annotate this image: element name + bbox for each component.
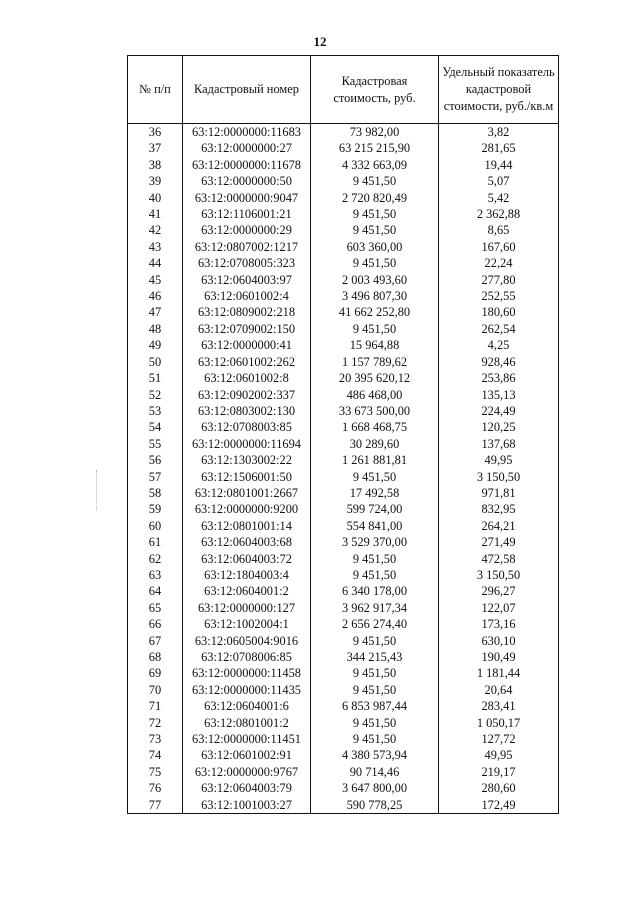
cadastral-number: 63:12:0604003:79: [183, 780, 311, 796]
header-cadastral-number: Кадастровый номер: [183, 56, 311, 124]
cadastral-number: 63:12:0000000:27: [183, 140, 311, 156]
cadastral-number: 63:12:1506001:50: [183, 469, 311, 485]
cadastral-value: 6 853 987,44: [311, 698, 439, 714]
table-row: [128, 682, 559, 698]
row-number: 58: [128, 485, 183, 501]
cadastral-value: 41 662 252,80: [311, 304, 439, 320]
cadastral-number: 63:12:0801001:14: [183, 518, 311, 534]
specific-indicator: 281,65: [439, 140, 559, 156]
table-row: [128, 583, 559, 599]
specific-indicator: 2 362,88: [439, 206, 559, 222]
table-row: [128, 731, 559, 747]
table-row: [128, 337, 559, 353]
row-number: 62: [128, 551, 183, 567]
table-row: [128, 600, 559, 616]
cadastral-value: 9 451,50: [311, 682, 439, 698]
cadastral-number: 63:12:0000000:41: [183, 337, 311, 353]
cadastral-number: 63:12:1001003:27: [183, 797, 311, 814]
cadastral-number: 63:12:0601002:91: [183, 747, 311, 763]
row-number: 75: [128, 764, 183, 780]
row-number: 52: [128, 387, 183, 403]
table-row: [128, 255, 559, 271]
cadastral-value: 9 451,50: [311, 731, 439, 747]
specific-indicator: 137,68: [439, 436, 559, 452]
cadastral-value: 603 360,00: [311, 239, 439, 255]
row-number: 59: [128, 501, 183, 517]
cadastral-value: 90 714,46: [311, 764, 439, 780]
cadastral-value: 2 720 820,49: [311, 190, 439, 206]
specific-indicator: 630,10: [439, 633, 559, 649]
row-number: 57: [128, 469, 183, 485]
cadastral-value: 599 724,00: [311, 501, 439, 517]
cadastral-number: 63:12:0709002:150: [183, 321, 311, 337]
specific-indicator: 8,65: [439, 222, 559, 238]
specific-indicator: 252,55: [439, 288, 559, 304]
table-row: [128, 272, 559, 288]
specific-indicator: 832,95: [439, 501, 559, 517]
table-row: [128, 239, 559, 255]
header-cadastral-value: Кадастровая стоимость, руб.: [311, 56, 439, 124]
cadastral-number: 63:12:1804003:4: [183, 567, 311, 583]
cadastral-value: 2 656 274,40: [311, 616, 439, 632]
cadastral-value: 590 778,25: [311, 797, 439, 814]
row-number: 44: [128, 255, 183, 271]
table-row: [128, 616, 559, 632]
header-specific-indicator: Удельный показатель кадастровой стоимости, руб./кв.м: [439, 56, 559, 124]
cadastral-number: 63:12:0708003:85: [183, 419, 311, 435]
row-number: 70: [128, 682, 183, 698]
cadastral-value: 2 003 493,60: [311, 272, 439, 288]
row-number: 66: [128, 616, 183, 632]
table-row: [128, 747, 559, 763]
header-row: [128, 56, 559, 124]
specific-indicator: 5,07: [439, 173, 559, 189]
specific-indicator: 472,58: [439, 551, 559, 567]
cadastral-number: 63:12:0801001:2667: [183, 485, 311, 501]
table-row: [128, 370, 559, 386]
header-num: № п/п: [128, 56, 183, 124]
cadastral-value: 1 668 468,75: [311, 419, 439, 435]
specific-indicator: 928,46: [439, 354, 559, 370]
cadastral-value: 30 289,60: [311, 436, 439, 452]
cadastral-value: 4 332 663,09: [311, 157, 439, 173]
table-row: [128, 469, 559, 485]
row-number: 37: [128, 140, 183, 156]
specific-indicator: 190,49: [439, 649, 559, 665]
row-number: 72: [128, 715, 183, 731]
cadastral-number: 63:12:0708006:85: [183, 649, 311, 665]
table-row: [128, 551, 559, 567]
specific-indicator: 3 150,50: [439, 469, 559, 485]
cadastral-value: 3 496 807,30: [311, 288, 439, 304]
cadastral-number: 63:12:0902002:337: [183, 387, 311, 403]
table-row: [128, 518, 559, 534]
specific-indicator: 219,17: [439, 764, 559, 780]
cadastral-number: 63:12:0000000:9767: [183, 764, 311, 780]
cadastral-number: 63:12:0000000:11694: [183, 436, 311, 452]
cadastral-value: 1 157 789,62: [311, 354, 439, 370]
table-header: [128, 56, 559, 124]
specific-indicator: 296,27: [439, 583, 559, 599]
table-row: [128, 354, 559, 370]
cadastral-value: 3 647 800,00: [311, 780, 439, 796]
row-number: 39: [128, 173, 183, 189]
table-row: [128, 403, 559, 419]
cadastral-number: 63:12:0601002:4: [183, 288, 311, 304]
specific-indicator: 120,25: [439, 419, 559, 435]
cadastral-value: 4 380 573,94: [311, 747, 439, 763]
specific-indicator: 277,80: [439, 272, 559, 288]
table-row: [128, 452, 559, 468]
row-number: 40: [128, 190, 183, 206]
row-number: 49: [128, 337, 183, 353]
table-row: [128, 321, 559, 337]
cadastral-number: 63:12:0601002:262: [183, 354, 311, 370]
table-row: [128, 764, 559, 780]
row-number: 67: [128, 633, 183, 649]
cadastral-number: 63:12:0000000:9047: [183, 190, 311, 206]
cadastral-value: 344 215,43: [311, 649, 439, 665]
specific-indicator: 3 150,50: [439, 567, 559, 583]
row-number: 77: [128, 797, 183, 814]
cadastral-value: 33 673 500,00: [311, 403, 439, 419]
row-number: 68: [128, 649, 183, 665]
table-row: [128, 436, 559, 452]
row-number: 42: [128, 222, 183, 238]
cadastral-number: 63:12:0803002:130: [183, 403, 311, 419]
table-row: [128, 190, 559, 206]
cadastral-number: 63:12:1106001:21: [183, 206, 311, 222]
cadastral-value: 15 964,88: [311, 337, 439, 353]
table-row: [128, 715, 559, 731]
specific-indicator: 5,42: [439, 190, 559, 206]
specific-indicator: 3,82: [439, 124, 559, 141]
specific-indicator: 49,95: [439, 747, 559, 763]
table-row: [128, 633, 559, 649]
cadastral-value: 1 261 881,81: [311, 452, 439, 468]
cadastral-number: 63:12:0000000:127: [183, 600, 311, 616]
table-row: [128, 419, 559, 435]
specific-indicator: 20,64: [439, 682, 559, 698]
specific-indicator: 264,21: [439, 518, 559, 534]
specific-indicator: 122,07: [439, 600, 559, 616]
cadastral-value: 6 340 178,00: [311, 583, 439, 599]
row-number: 41: [128, 206, 183, 222]
row-number: 53: [128, 403, 183, 419]
cadastral-number: 63:12:1002004:1: [183, 616, 311, 632]
cadastral-number: 63:12:0601002:8: [183, 370, 311, 386]
table-row: [128, 797, 559, 814]
cadastral-number: 63:12:0000000:11451: [183, 731, 311, 747]
row-number: 74: [128, 747, 183, 763]
specific-indicator: 172,49: [439, 797, 559, 814]
row-number: 47: [128, 304, 183, 320]
table-row: [128, 304, 559, 320]
cadastral-value: 9 451,50: [311, 206, 439, 222]
row-number: 48: [128, 321, 183, 337]
cadastral-number: 63:12:0000000:11678: [183, 157, 311, 173]
cadastral-value: 3 529 370,00: [311, 534, 439, 550]
cadastral-value: 486 468,00: [311, 387, 439, 403]
cadastral-number: 63:12:0604003:72: [183, 551, 311, 567]
cadastral-value: 63 215 215,90: [311, 140, 439, 156]
cadastral-number: 63:12:0000000:9200: [183, 501, 311, 517]
cadastral-number: 63:12:0000000:11683: [183, 124, 311, 141]
specific-indicator: 127,72: [439, 731, 559, 747]
specific-indicator: 262,54: [439, 321, 559, 337]
specific-indicator: 1 181,44: [439, 665, 559, 681]
table-row: [128, 501, 559, 517]
row-number: 69: [128, 665, 183, 681]
cadastral-number: 63:12:0000000:11435: [183, 682, 311, 698]
specific-indicator: 1 050,17: [439, 715, 559, 731]
row-number: 64: [128, 583, 183, 599]
cadastral-number: 63:12:1303002:22: [183, 452, 311, 468]
row-number: 54: [128, 419, 183, 435]
row-number: 43: [128, 239, 183, 255]
table-row: [128, 288, 559, 304]
cadastral-value: 9 451,50: [311, 321, 439, 337]
specific-indicator: 49,95: [439, 452, 559, 468]
row-number: 38: [128, 157, 183, 173]
table-row: [128, 534, 559, 550]
row-number: 36: [128, 124, 183, 141]
specific-indicator: 4,25: [439, 337, 559, 353]
cadastral-number: 63:12:0000000:50: [183, 173, 311, 189]
cadastral-number: 63:12:0809002:218: [183, 304, 311, 320]
specific-indicator: 173,16: [439, 616, 559, 632]
row-number: 61: [128, 534, 183, 550]
cadastral-value: 554 841,00: [311, 518, 439, 534]
cadastral-value: 9 451,50: [311, 715, 439, 731]
specific-indicator: 135,13: [439, 387, 559, 403]
row-number: 51: [128, 370, 183, 386]
table-row: [128, 124, 559, 141]
cadastral-number: 63:12:0807002:1217: [183, 239, 311, 255]
cadastral-value: 17 492,58: [311, 485, 439, 501]
cadastral-number: 63:12:0604003:68: [183, 534, 311, 550]
specific-indicator: 283,41: [439, 698, 559, 714]
table-row: [128, 206, 559, 222]
cadastral-number: 63:12:0708005:323: [183, 255, 311, 271]
cadastral-value: 9 451,50: [311, 633, 439, 649]
table-row: [128, 140, 559, 156]
row-number: 71: [128, 698, 183, 714]
cadastral-value: 9 451,50: [311, 469, 439, 485]
row-number: 46: [128, 288, 183, 304]
cadastral-number: 63:12:0000000:11458: [183, 665, 311, 681]
specific-indicator: 253,86: [439, 370, 559, 386]
cadastral-value: 9 451,50: [311, 222, 439, 238]
row-number: 55: [128, 436, 183, 452]
specific-indicator: 22,24: [439, 255, 559, 271]
row-number: 76: [128, 780, 183, 796]
page-number: 12: [313, 34, 327, 49]
cadastral-value: 9 451,50: [311, 173, 439, 189]
table-row: [128, 485, 559, 501]
row-number: 60: [128, 518, 183, 534]
cadastral-value: 9 451,50: [311, 551, 439, 567]
row-number: 50: [128, 354, 183, 370]
specific-indicator: 180,60: [439, 304, 559, 320]
cadastral-number: 63:12:0604001:6: [183, 698, 311, 714]
row-number: 63: [128, 567, 183, 583]
cadastral-number: 63:12:0605004:9016: [183, 633, 311, 649]
specific-indicator: 167,60: [439, 239, 559, 255]
cadastral-number: 63:12:0604001:2: [183, 583, 311, 599]
specific-indicator: 19,44: [439, 157, 559, 173]
cadastral-value: 3 962 917,34: [311, 600, 439, 616]
cadastral-value: 73 982,00: [311, 124, 439, 141]
row-number: 65: [128, 600, 183, 616]
row-number: 56: [128, 452, 183, 468]
table-row: [128, 387, 559, 403]
specific-indicator: 971,81: [439, 485, 559, 501]
specific-indicator: 224,49: [439, 403, 559, 419]
row-number: 73: [128, 731, 183, 747]
cadastral-value: 9 451,50: [311, 665, 439, 681]
table-row: [128, 698, 559, 714]
table-row: [128, 567, 559, 583]
cadastral-table: [127, 55, 559, 814]
table-row: [128, 649, 559, 665]
cadastral-number: 63:12:0604003:97: [183, 272, 311, 288]
row-number: 45: [128, 272, 183, 288]
specific-indicator: 280,60: [439, 780, 559, 796]
cadastral-value: 9 451,50: [311, 255, 439, 271]
cadastral-number: 63:12:0801001:2: [183, 715, 311, 731]
table-body: [128, 124, 559, 814]
specific-indicator: 271,49: [439, 534, 559, 550]
table-row: [128, 780, 559, 796]
table-row: [128, 157, 559, 173]
cadastral-value: 20 395 620,12: [311, 370, 439, 386]
table-row: [128, 173, 559, 189]
table-row: [128, 222, 559, 238]
cadastral-value: 9 451,50: [311, 567, 439, 583]
cadastral-number: 63:12:0000000:29: [183, 222, 311, 238]
table-row: [128, 665, 559, 681]
margin-mark: [96, 470, 98, 510]
